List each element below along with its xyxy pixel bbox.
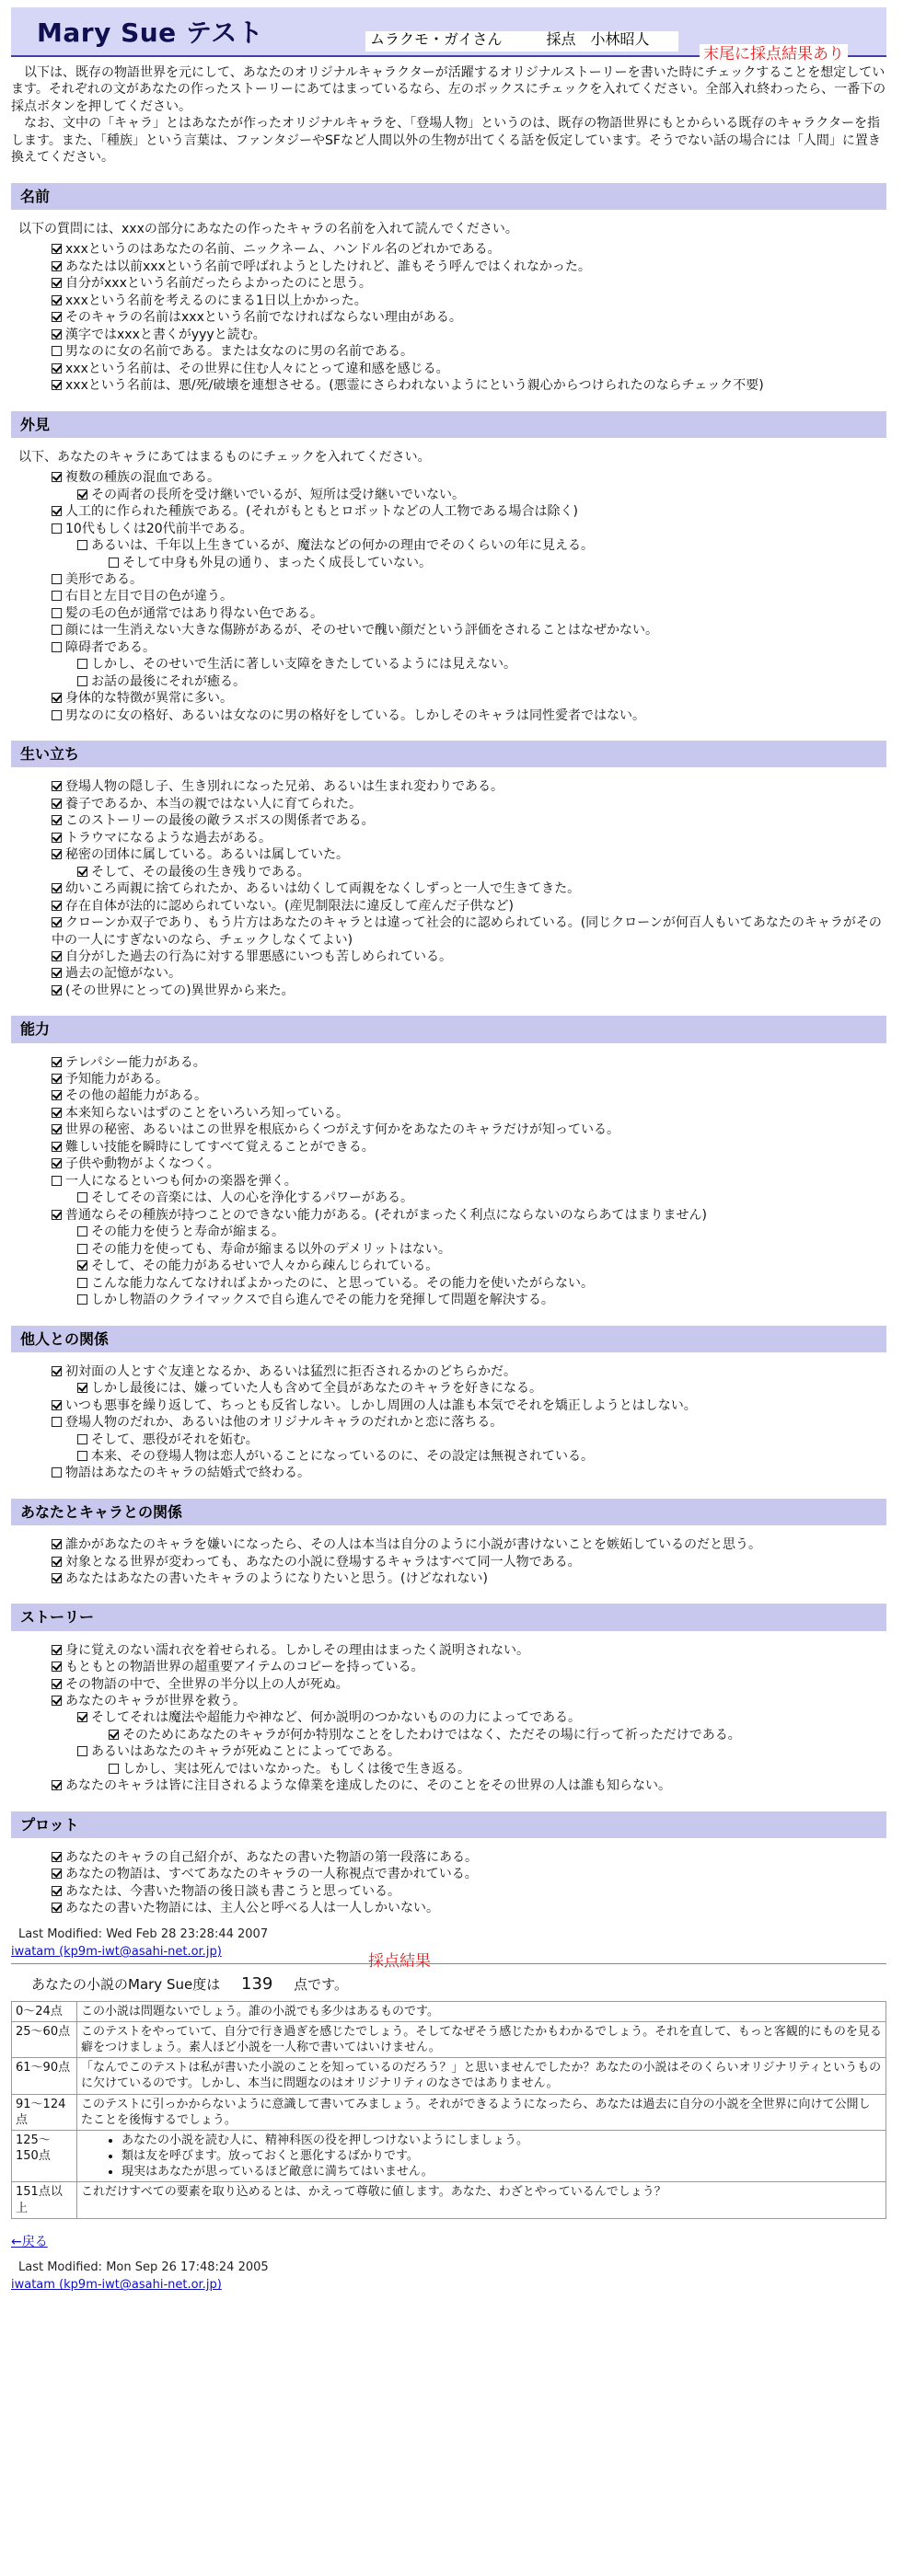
checked-checkbox[interactable] xyxy=(77,1383,87,1393)
unchecked-checkbox[interactable] xyxy=(77,1451,87,1461)
unchecked-checkbox[interactable] xyxy=(52,346,62,356)
question-item xyxy=(52,1190,886,1206)
question-text: しかし、そのせいで生活に著しい支障をきたしているようには見えない。 xyxy=(91,657,516,673)
score-range: 25〜60点 xyxy=(12,2022,77,2058)
question-text: その能力を使うと寿命が縮まる。 xyxy=(91,1225,284,1240)
question-text: 自分がした過去の行為に対する罪悪感にいつも苦しめられている。 xyxy=(65,949,452,965)
question-text: 対象となる世界が変わっても、あなたの小説に登場するキャラはすべて同一人物である。 xyxy=(65,1554,581,1570)
question-item xyxy=(52,830,886,846)
checked-checkbox[interactable] xyxy=(52,1903,62,1913)
checked-checkbox[interactable] xyxy=(52,883,62,893)
question-text: 男なのに女の名前である。または女なのに男の名前である。 xyxy=(65,344,413,360)
score-range: 151点以上 xyxy=(12,2182,77,2218)
question-list xyxy=(11,1363,886,1482)
question-text: 誰かがあなたのキャラを嫌いになったら、その人は本当は自分のように小説が書けないことを嫉妬しているのだと思う。 xyxy=(65,1537,761,1553)
question-item xyxy=(52,846,886,863)
checked-checkbox[interactable] xyxy=(52,472,62,482)
question-item xyxy=(52,343,886,360)
checked-checkbox[interactable] xyxy=(77,1712,87,1722)
score-line xyxy=(31,1952,886,1995)
checked-checkbox[interactable] xyxy=(52,1645,62,1655)
result-row xyxy=(12,2130,886,2181)
question-text: 子供や動物がよくなつく。 xyxy=(65,1156,220,1172)
question-text: 登場人物の隠し子、生き別れになった兄弟、あるいは生まれ変わりである。 xyxy=(65,779,504,795)
question-text: そしてそれは魔法や超能力や神など、何か説明のつかないものの力によってである。 xyxy=(91,1710,581,1726)
section-heading: 外見 xyxy=(11,411,886,438)
result-comment-item: • あなたの小説を読む人に、精神科医の役を押しつけないようにしましょう。 xyxy=(122,2133,882,2148)
question-item xyxy=(52,377,886,394)
question-text: 初対面の人とすぐ友達となるか、あるいは猛烈に拒否されるかのどちらかだ。 xyxy=(65,1363,516,1379)
question-item xyxy=(52,983,886,999)
checked-checkbox[interactable] xyxy=(52,985,62,995)
question-item xyxy=(52,1207,886,1224)
unchecked-checkbox[interactable] xyxy=(77,1244,87,1254)
question-item xyxy=(52,259,886,275)
unchecked-checkbox[interactable] xyxy=(52,1417,62,1427)
question-text: 幼いころ両親に捨てられたか、あるいは幼くして両親をなくしずっと一人で生きてきた。 xyxy=(65,881,581,897)
question-text: その他の超能力がある。 xyxy=(65,1088,207,1104)
question-text: トラウマになるような過去がある。 xyxy=(65,830,272,845)
question-item xyxy=(52,1414,886,1431)
question-text: 本来、その登場人物は恋人がいることになっているのに、その設定は無視されている。 xyxy=(91,1449,594,1465)
section-heading: 生い立ち xyxy=(11,741,886,767)
question-item xyxy=(52,656,886,673)
question-item xyxy=(52,1087,886,1104)
question-text: xxxというのはあなたの名前、ニックネーム、ハンドル名のどれかである。 xyxy=(65,242,501,258)
checked-checkbox[interactable] xyxy=(52,1074,62,1084)
question-text: そして、悪役がそれを妬む。 xyxy=(91,1432,259,1447)
question-item xyxy=(52,1743,886,1760)
question-item xyxy=(52,361,886,377)
divider xyxy=(11,1963,886,1964)
checked-checkbox[interactable] xyxy=(52,295,62,305)
question-item xyxy=(52,778,886,795)
question-text: このストーリーの最後の敵ラスボスの関係者である。 xyxy=(65,813,375,829)
checked-checkbox[interactable] xyxy=(52,1366,62,1376)
question-text: 漢字ではxxxと書くがyyyと読む。 xyxy=(65,327,266,342)
section-heading: 名前 xyxy=(11,183,886,210)
result-note: 末尾に採点結果あり xyxy=(700,44,848,64)
question-list xyxy=(11,241,886,394)
result-comment-text: これだけすべての要素を取り込めるとは、かえって尊敬に値します。あなた、わざとやっているんでしょう？ xyxy=(81,2185,666,2200)
unchecked-checkbox[interactable] xyxy=(77,1434,87,1444)
question-item xyxy=(52,1676,886,1693)
question-text: 顔には一生消えない大きな傷跡があるが、そのせいで醜い顔だという評価をされることはなぜかない。 xyxy=(65,623,658,638)
question-list xyxy=(11,1536,886,1587)
question-item xyxy=(52,571,886,588)
checked-checkbox[interactable] xyxy=(52,1400,62,1410)
checked-checkbox[interactable] xyxy=(52,693,62,703)
question-text: あなたは以前xxxという名前で呼ばれようとしたけれど、誰もそう呼んではくれなかった。 xyxy=(65,259,591,274)
question-text: そして、その最後の生き残りである。 xyxy=(91,864,310,880)
question-text: 自分がxxxという名前だったらよかったのにと思う。 xyxy=(65,276,372,292)
result-comment-item: • 現実はあなたが思っているほど敵意に満ちてはいません。 xyxy=(122,2164,882,2179)
question-text: 人工的に作られた種族である。(それがもともとロボットなどの人工物である場合は除く) xyxy=(65,504,578,520)
result-comment xyxy=(77,2022,886,2058)
title-bar xyxy=(11,7,886,63)
question-text: あなたのキャラの自己紹介が、あなたの書いた物語の第一段落にある。 xyxy=(65,1849,478,1865)
question-item xyxy=(52,588,886,604)
results-heading: 採点結果 xyxy=(368,1952,431,1972)
unchecked-checkbox[interactable] xyxy=(52,642,62,652)
checked-checkbox[interactable] xyxy=(52,1142,62,1152)
questionnaire xyxy=(11,183,886,1917)
unchecked-checkbox[interactable] xyxy=(52,523,62,534)
question-item xyxy=(52,1258,886,1274)
question-text: xxxという名前を考えるのにまる1日以上かかった。 xyxy=(65,293,367,308)
question-item xyxy=(52,1465,886,1481)
score-range: 91〜124点 xyxy=(12,2094,77,2130)
checked-checkbox[interactable] xyxy=(52,380,62,390)
question-text: 一人になるといつも何かの楽器を弾く。 xyxy=(65,1173,297,1189)
question-text: 髪の毛の色が通常ではあり得ない色である。 xyxy=(65,605,323,621)
question-item xyxy=(52,1849,886,1866)
question-item xyxy=(52,1761,886,1777)
question-text: こんな能力なんてなければよかったのに、と思っている。その能力を使いたがらない。 xyxy=(91,1275,594,1291)
checked-checkbox[interactable] xyxy=(77,1260,87,1271)
result-row xyxy=(12,2182,886,2218)
checked-checkbox[interactable] xyxy=(52,1210,62,1220)
result-row xyxy=(12,2058,886,2094)
question-text: 養子であるか、本当の親ではない人に育てられた。 xyxy=(65,796,362,811)
question-text: 難しい技能を瞬時にしてすべて覚えることができる。 xyxy=(65,1139,375,1155)
question-item xyxy=(52,1554,886,1570)
question-text: xxxという名前は、その世界に住む人々にとって違和感を感じる。 xyxy=(65,361,449,376)
question-item xyxy=(52,1659,886,1675)
checked-checkbox[interactable] xyxy=(52,261,62,271)
contact-link[interactable]: iwatam (kp9m-iwt@asahi-net.or.jp) xyxy=(11,1944,222,1959)
checked-checkbox[interactable] xyxy=(52,1696,62,1706)
question-item xyxy=(52,796,886,812)
intro-paragraph: なお、文中の「キャラ」とはあなたが作ったオリジナルキャラを、「登場人物」というのは、既存の物語世界にもとからいる既存のキャラクターを指します。また、「種族」という言葉は、ファンタジーやSFなど人間以外の生物が出てくる話を仮定しています。そうでない話の場合には「人間」に置き換えてください。 xyxy=(11,116,881,166)
question-list xyxy=(11,778,886,999)
checked-checkbox[interactable] xyxy=(52,968,62,978)
question-text: 予知能力がある。 xyxy=(65,1072,168,1087)
question-list xyxy=(11,469,886,724)
question-item xyxy=(52,1397,886,1414)
score-unit: 点です。 xyxy=(294,1976,348,1994)
checked-checkbox[interactable] xyxy=(52,1869,62,1879)
question-item xyxy=(52,864,886,880)
unchecked-checkbox[interactable] xyxy=(77,1294,87,1305)
question-item xyxy=(52,690,886,707)
checked-checkbox[interactable] xyxy=(109,1730,119,1740)
result-comment xyxy=(77,2182,886,2218)
checked-checkbox[interactable] xyxy=(52,815,62,825)
question-text: あるいはあなたのキャラが死ぬことによってである。 xyxy=(91,1744,400,1760)
unchecked-checkbox[interactable] xyxy=(77,1278,87,1288)
question-text: 登場人物のだれか、あるいは他のオリジナルキャラのだれかと恋に落ちる。 xyxy=(65,1415,504,1431)
checked-checkbox[interactable] xyxy=(77,867,87,877)
question-item xyxy=(52,812,886,829)
question-text: もともとの物語世界の超重要アイテムのコピーを持っている。 xyxy=(65,1660,424,1675)
question-item xyxy=(52,275,886,292)
checked-checkbox[interactable] xyxy=(52,799,62,809)
checked-checkbox[interactable] xyxy=(52,849,62,859)
question-text: 身に覚えのない濡れ衣を着せられる。しかしその理由はまったく説明されない。 xyxy=(65,1642,529,1658)
score-value: 139 xyxy=(241,1974,273,1995)
question-item xyxy=(52,1536,886,1553)
question-text: テレパシー能力がある。 xyxy=(65,1054,206,1070)
unchecked-checkbox[interactable] xyxy=(77,659,87,669)
question-item xyxy=(52,555,886,571)
question-text: 複数の種族の混血である。 xyxy=(65,470,220,486)
question-text: その能力を使っても、寿命が縮まる以外のデメリットはない。 xyxy=(91,1241,451,1257)
result-comment-text: このテストに引っかからないように意識して書いてみましょう。それができるようになったら、あなたは過去に自分の小説を全世界に向けて公開したことを後悔するでしょう。 xyxy=(81,2097,871,2127)
results-table xyxy=(11,2001,886,2219)
question-text: 10代もしくは20代前半である。 xyxy=(65,521,253,536)
question-text: しかし物語のクライマックスで自ら進んでその能力を発揮して問題を解決する。 xyxy=(91,1293,554,1308)
unchecked-checkbox[interactable] xyxy=(52,591,62,601)
question-item xyxy=(52,1432,886,1448)
question-text: 男なのに女の格好、あるいは女なのに男の格好をしている。しかしそのキャラは同性愛者ではない。 xyxy=(65,707,645,723)
back-link[interactable]: ←戻る xyxy=(11,2234,48,2249)
checked-checkbox[interactable] xyxy=(52,244,62,254)
question-item xyxy=(52,327,886,343)
question-item xyxy=(52,293,886,309)
score-label: あなたの小説のMary Sue度は xyxy=(31,1976,221,1994)
result-comment xyxy=(77,2130,886,2181)
question-item xyxy=(52,639,886,656)
checked-checkbox[interactable] xyxy=(52,1852,62,1862)
question-text: 普通ならその種族が持つことのできない能力がある。(それがまったく利点にならないのならあてはまりません) xyxy=(65,1207,707,1223)
unchecked-checkbox[interactable] xyxy=(52,625,62,635)
question-text: 存在自体が法的に認められていない。(産児制限法に違反して産んだ子供など) xyxy=(65,898,514,914)
back-row xyxy=(11,2234,886,2250)
checked-checkbox[interactable] xyxy=(52,1057,62,1067)
question-item xyxy=(52,1156,886,1172)
question-item xyxy=(52,1642,886,1659)
checked-checkbox[interactable] xyxy=(52,363,62,374)
section-heading: 他人との関係 xyxy=(11,1326,886,1352)
unchecked-checkbox[interactable] xyxy=(52,1467,62,1478)
contact-link[interactable]: iwatam (kp9m-iwt@asahi-net.or.jp) xyxy=(11,2278,222,2293)
question-item xyxy=(52,1380,886,1397)
question-text: しかし、実は死んではいなかった。もしくは後で生き返る。 xyxy=(122,1761,470,1777)
question-item xyxy=(52,521,886,537)
question-item xyxy=(52,469,886,486)
question-item xyxy=(52,1900,886,1916)
section-lead: 以下、あなたのキャラにあてはまるものにチェックを入れてください。 xyxy=(18,449,431,465)
question-item xyxy=(52,1071,886,1087)
checked-checkbox[interactable] xyxy=(52,951,62,961)
checked-checkbox[interactable] xyxy=(52,781,62,791)
checked-checkbox[interactable] xyxy=(52,1158,62,1168)
result-comment-text: 「なんでこのテストは私が書いた小説のことを知っているのだろう？」と思いませんでしたか？あなたの小説はそのくらいオリジナリティというものに欠けているのです。しかし、本当に問題なのはオリジナリティのなさではありません。 xyxy=(81,2061,882,2091)
question-text: そのためにあなたのキャラが何か特別なことをしたわけではなく、ただその場に行って祈っただけである。 xyxy=(122,1727,741,1742)
question-item xyxy=(52,1139,886,1156)
result-row xyxy=(12,2094,886,2130)
checked-checkbox[interactable] xyxy=(52,1108,62,1118)
question-item xyxy=(52,1777,886,1794)
question-text: その物語の中で、全世界の半分以上の人が死ぬ。 xyxy=(65,1676,349,1692)
question-text: いつも悪事を繰り返して、ちっとも反省しない。しかし周囲の人は誰も本気でそれを矯正しようとはしない。 xyxy=(65,1397,697,1413)
section-heading: プロット xyxy=(11,1811,886,1838)
question-item xyxy=(52,1727,886,1743)
unchecked-checkbox[interactable] xyxy=(52,574,62,584)
question-text: 世界の秘密、あるいはこの世界を根底からくつがえす何かをあなたのキャラだけが知っている。 xyxy=(65,1122,619,1138)
unchecked-checkbox[interactable] xyxy=(109,558,119,568)
question-text: 秘密の団体に属している。あるいは属していた。 xyxy=(65,847,349,863)
question-item xyxy=(52,1275,886,1292)
question-text: クローンか双子であり、もう片方はあなたのキャラとは違って社会的に認められている。(同じクローンが何百人もいてあなたのキャラがその中の一人にすぎないのなら、チェックしなくてよい) xyxy=(52,915,882,948)
question-text: その両者の長所を受け継いでいるが、短所は受け継いでいない。 xyxy=(91,487,465,502)
question-text: あなたの書いた物語には、主人公と呼べる人は一人しかいない。 xyxy=(65,1901,439,1916)
question-text: しかし最後には、嫌っていた人も含めて全員があなたのキャラを好きになる。 xyxy=(91,1381,542,1397)
section-heading: ストーリー xyxy=(11,1604,886,1630)
intro xyxy=(11,64,886,167)
question-item xyxy=(52,1363,886,1380)
checked-checkbox[interactable] xyxy=(52,1679,62,1689)
score-range: 125〜150点 xyxy=(12,2130,77,2181)
unchecked-checkbox[interactable] xyxy=(52,1176,62,1186)
result-row xyxy=(12,2022,886,2058)
checked-checkbox[interactable] xyxy=(52,833,62,843)
score-range: 61〜90点 xyxy=(12,2058,77,2094)
question-list xyxy=(11,1054,886,1309)
question-item xyxy=(52,1292,886,1308)
question-item xyxy=(52,605,886,622)
unchecked-checkbox[interactable] xyxy=(77,1226,87,1236)
checked-checkbox[interactable] xyxy=(52,506,62,516)
result-comment-text: このテストをやっていて、自分で行き過ぎを感じたでしょう。そしてなぜそう感じたかもわかるでしょう。それを直して、もっと客観的にものを見る癖をつけましょう。素人ほど小説を一人称で書いてはいけません。 xyxy=(81,2025,882,2055)
section-heading: あなたとキャラとの関係 xyxy=(11,1499,886,1525)
unchecked-checkbox[interactable] xyxy=(77,1746,87,1756)
section-heading: 能力 xyxy=(11,1016,886,1042)
result-comment xyxy=(77,2058,886,2094)
unchecked-checkbox[interactable] xyxy=(109,1764,119,1774)
intro-paragraph: 以下は、既存の物語世界を元にして、あなたのオリジナルキャラクターが活躍するオリジナルストーリーを書いた時にチェックすることを想定しています。それぞれの文があなたの作ったストーリーにあてはまっているなら、左のボックスにチェックを入れてください。全部入れ終わったら、一番下の採点ボタンを押してください。 xyxy=(11,65,886,114)
question-text: 美形である。 xyxy=(65,572,143,587)
result-comment xyxy=(77,2001,886,2021)
question-item xyxy=(52,309,886,326)
author-line: ムラクモ・ガイさん 採点 小林昭人 xyxy=(370,30,650,48)
checked-checkbox[interactable] xyxy=(52,1662,62,1672)
checked-checkbox[interactable] xyxy=(52,1780,62,1790)
checked-checkbox[interactable] xyxy=(52,1090,62,1100)
question-text: そのキャラの名前はxxxという名前でなければならない理由がある。 xyxy=(65,310,462,326)
question-text: 障碍者である。 xyxy=(65,639,156,655)
checked-checkbox[interactable] xyxy=(52,1557,62,1567)
question-text: あなたはあなたの書いたキャラのようになりたいと思う。(けどなれない) xyxy=(65,1571,488,1586)
checked-checkbox[interactable] xyxy=(52,901,62,911)
question-item xyxy=(52,241,886,258)
question-text: お話の最後にそれが癒る。 xyxy=(91,673,246,689)
unchecked-checkbox[interactable] xyxy=(77,540,87,550)
last-modified: Last Modified: Wed Feb 28 23:28:44 2007 xyxy=(18,1926,269,1941)
question-item xyxy=(52,898,886,914)
question-text: そしてその音楽には、人の心を浄化するパワーがある。 xyxy=(91,1190,413,1206)
question-item xyxy=(52,1866,886,1882)
question-text: あなたのキャラは皆に注目されるような偉業を達成したのに、そのことをその世界の人は誰も知らない。 xyxy=(65,1778,671,1794)
unchecked-checkbox[interactable] xyxy=(77,676,87,686)
question-item xyxy=(52,949,886,965)
checked-checkbox[interactable] xyxy=(52,1573,62,1583)
question-item xyxy=(52,537,886,554)
question-text: 本来知らないはずのことをいろいろ知っている。 xyxy=(65,1105,349,1121)
question-list xyxy=(11,1642,886,1795)
question-text: あなたのキャラが世界を救う。 xyxy=(65,1693,246,1708)
question-text: そして、その能力があるせいで人々から疎んじられている。 xyxy=(91,1259,439,1274)
question-item xyxy=(52,1448,886,1465)
question-text: 身体的な特徴が異常に多い。 xyxy=(65,691,233,707)
question-list xyxy=(11,1849,886,1917)
question-item xyxy=(52,965,886,982)
question-item xyxy=(52,487,886,503)
question-text: あなたの物語は、すべてあなたのキャラの一人称視点で書かれている。 xyxy=(65,1867,478,1882)
question-text: 物語はあなたのキャラの結婚式で終わる。 xyxy=(65,1466,310,1481)
question-item xyxy=(52,503,886,520)
checked-checkbox[interactable] xyxy=(52,917,62,927)
question-item xyxy=(52,1241,886,1258)
question-item xyxy=(52,673,886,690)
question-text: あなたは、今書いた物語の後日談も書こうと思っている。 xyxy=(65,1883,400,1899)
question-item xyxy=(52,622,886,638)
checked-checkbox[interactable] xyxy=(52,329,62,339)
result-comment xyxy=(77,2094,886,2130)
unchecked-checkbox[interactable] xyxy=(77,1192,87,1202)
question-item xyxy=(52,880,886,897)
question-item xyxy=(52,1693,886,1709)
checked-checkbox[interactable] xyxy=(77,489,87,500)
question-item xyxy=(52,1570,886,1587)
checked-checkbox[interactable] xyxy=(52,1886,62,1896)
result-row xyxy=(12,2001,886,2021)
section-lead: 以下の質問には、xxxの部分にあなたの作ったキャラの名前を入れて読んでください。 xyxy=(18,221,518,236)
checked-checkbox[interactable] xyxy=(52,312,62,322)
question-item xyxy=(52,1224,886,1240)
unchecked-checkbox[interactable] xyxy=(52,608,62,618)
question-item xyxy=(52,707,886,724)
checked-checkbox[interactable] xyxy=(52,278,62,288)
question-text: あるいは、千年以上生きているが、魔法などの何かの理由でそのくらいの年に見える。 xyxy=(91,538,594,554)
score-range: 0〜24点 xyxy=(12,2001,77,2021)
unchecked-checkbox[interactable] xyxy=(52,710,62,720)
question-item xyxy=(52,1105,886,1121)
page-title: Mary Sue テスト xyxy=(37,17,264,48)
question-item xyxy=(52,914,886,949)
question-text: (その世界にとっての)異世界から来た。 xyxy=(65,983,295,998)
question-text: xxxという名前は、悪/死/破壊を連想させる。(悪霊にさらわれないようにという親心からつけられたのならチェック不要) xyxy=(65,378,764,394)
question-item xyxy=(52,1173,886,1190)
question-item xyxy=(52,1054,886,1071)
checked-checkbox[interactable] xyxy=(52,1539,62,1549)
result-comment-text: この小説は問題ないでしょう。誰の小説でも多少はあるものです。 xyxy=(81,2004,439,2018)
question-text: 過去の記憶がない。 xyxy=(65,966,181,982)
question-text: 右目と左目で目の色が違う。 xyxy=(65,589,233,604)
checked-checkbox[interactable] xyxy=(52,1124,62,1134)
last-modified: Last Modified: Mon Sep 26 17:48:24 2005 xyxy=(18,2260,269,2275)
question-item xyxy=(52,1709,886,1726)
question-text: そして中身も外見の通り、まったく成長していない。 xyxy=(122,555,432,570)
question-item xyxy=(52,1121,886,1138)
question-item xyxy=(52,1883,886,1900)
result-comment-item: • 類は友を呼びます。放っておくと悪化するばかりです。 xyxy=(122,2148,882,2164)
